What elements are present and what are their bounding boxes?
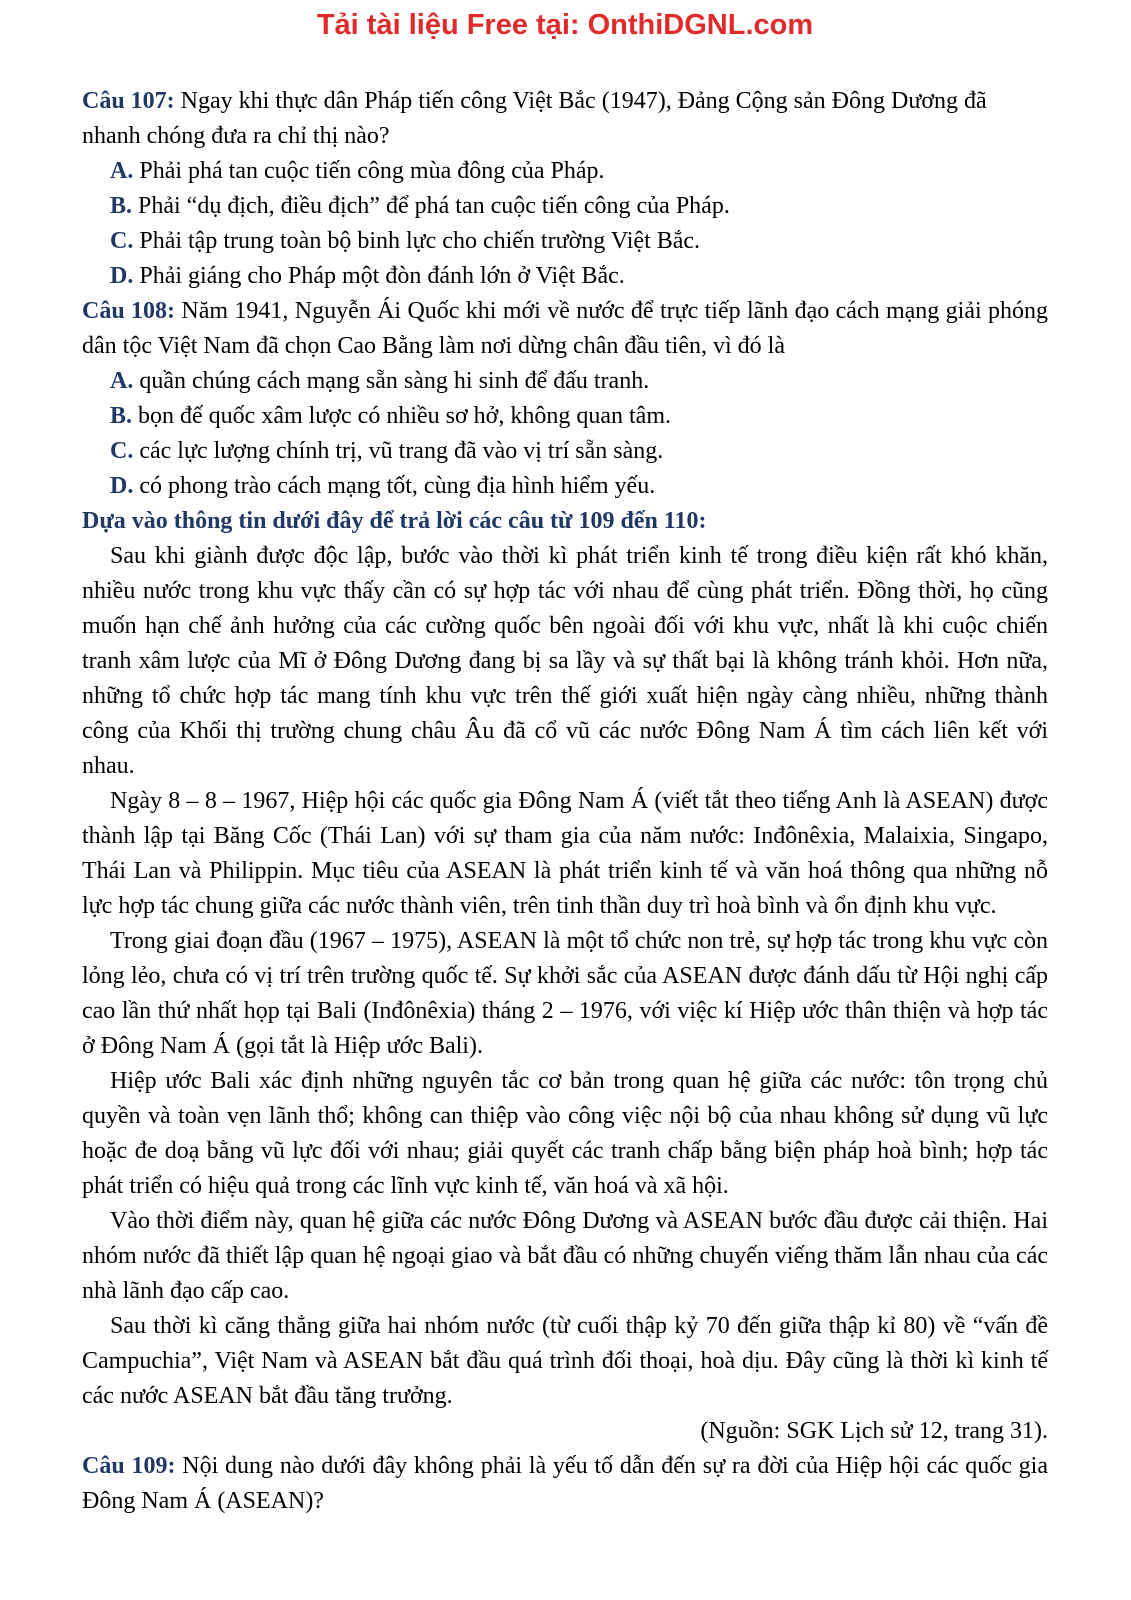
question-109 xyxy=(82,1449,1048,1519)
passage-paragraph: Sau khi giành được độc lập, bước vào thời kì phát triển kinh tế trong điều kiện rất khó khăn, nhiều nước trong khu vực thấy cần có sự hợp tác với nhau để cùng phát triển. Đồng thời, họ cũng muốn hạn chế ảnh hưởng của các cường quốc bên ngoài đối với khu vực, nhất là khi cuộc chiến tranh xâm lược của Mĩ ở Đông Dương đang bị sa lầy và sự thất bại là không tránh khỏi. Hơn nữa, những tổ chức hợp tác mang tính khu vực trên thế giới xuất hiện ngày càng nhiều, những thành công của Khối thị trường chung châu Âu đã cổ vũ các nước Đông Nam Á tìm cách liên kết với nhau. xyxy=(82,543,1048,779)
passage-paragraph: Sau thời kì căng thẳng giữa hai nhóm nước (từ cuối thập kỷ 70 đến giữa thập kỉ 80) về “vấn đề Campuchia”, Việt Nam và ASEAN bắt đầu quá trình đối thoại, hoà dịu. Đây cũng là thời kì kinh tế các nước ASEAN bắt đầu tăng trưởng. xyxy=(82,1313,1048,1409)
question-stem xyxy=(82,294,1048,364)
option-text: Phải phá tan cuộc tiến công mùa đông của Pháp. xyxy=(139,158,605,184)
option-text: Phải tập trung toàn bộ binh lực cho chiến trường Việt Bắc. xyxy=(139,228,701,254)
option-key: D. xyxy=(110,263,134,289)
option-key: C. xyxy=(110,228,134,254)
question-label: Câu 107: xyxy=(82,88,175,114)
answer-option xyxy=(82,189,1048,224)
passage-paragraph: Vào thời điểm này, quan hệ giữa các nước Đông Dương và ASEAN bước đầu được cải thiện. Hai nhóm nước đã thiết lập quan hệ ngoại giao và bắt đầu có những chuyến viếng thăm lẫn nhau của các nhà lãnh đạo cấp cao. xyxy=(82,1208,1048,1304)
option-text: các lực lượng chính trị, vũ trang đã vào vị trí sẵn sàng. xyxy=(139,438,664,464)
question-text: Nội dung nào dưới đây không phải là yếu tố dẫn đến sự ra đời của Hiệp hội các quốc gia Đông Nam Á (ASEAN)? xyxy=(82,1453,1049,1514)
option-text: bọn đế quốc xâm lược có nhiều sơ hở, không quan tâm. xyxy=(138,403,671,429)
answer-option xyxy=(82,154,1048,189)
question-107 xyxy=(82,84,1048,294)
answer-option xyxy=(82,259,1048,294)
passage-paragraph: Ngày 8 – 8 – 1967, Hiệp hội các quốc gia Đông Nam Á (viết tắt theo tiếng Anh là ASEAN) được thành lập tại Băng Cốc (Thái Lan) với sự tham gia của năm nước: Inđônêxia, Malaixia, Singapo, Thái Lan và Philippin. Mục tiêu của ASEAN là phát triển kinh tế và văn hoá thông qua những nỗ lực hợp tác chung giữa các nước thành viên, trên tinh thần duy trì hoà bình và ổn định khu vực. xyxy=(82,788,1048,919)
answer-option xyxy=(82,224,1048,259)
answer-option xyxy=(82,364,1048,399)
question-108 xyxy=(82,294,1048,504)
answer-option xyxy=(82,434,1048,469)
option-key: B. xyxy=(110,193,133,219)
question-stem xyxy=(82,84,1048,154)
question-label: Câu 108: xyxy=(82,298,176,324)
reading-passage xyxy=(82,504,1048,1449)
question-stem xyxy=(82,1449,1048,1519)
option-key: C. xyxy=(110,438,134,464)
question-text: Năm 1941, Nguyễn Ái Quốc khi mới về nước để trực tiếp lãnh đạo cách mạng giải phóng dân tộc Việt Nam đã chọn Cao Bằng làm nơi dừng chân đầu tiên, vì đó là xyxy=(82,298,1048,359)
source-citation: (Nguồn: SGK Lịch sử 12, trang 31). xyxy=(700,1418,1048,1444)
option-key: A. xyxy=(110,158,134,184)
question-label: Câu 109: xyxy=(82,1453,176,1479)
option-key: D. xyxy=(110,473,134,499)
option-key: A. xyxy=(110,368,134,394)
option-text: Phải “dụ địch, điều địch” để phá tan cuộc tiến công của Pháp. xyxy=(138,193,730,219)
question-text: Ngay khi thực dân Pháp tiến công Việt Bắc (1947), Đảng Cộng sản Đông Dương đã nhanh chóng đưa ra chỉ thị nào? xyxy=(82,88,987,149)
option-text: quần chúng cách mạng sẵn sàng hi sinh để đấu tranh. xyxy=(139,368,650,394)
passage-instruction: Dựa vào thông tin dưới đây để trả lời các câu từ 109 đến 110: xyxy=(82,508,707,534)
promo-banner: Tải tài liệu Free tại: OnthiDGNL.com xyxy=(316,9,814,41)
passage-paragraph: Hiệp ước Bali xác định những nguyên tắc cơ bản trong quan hệ giữa các nước: tôn trọng chủ quyền và toàn vẹn lãnh thổ; không can thiệp vào công việc nội bộ của nhau không sử dụng vũ lực hoặc đe doạ bằng vũ lực đối với nhau; giải quyết các tranh chấp bằng biện pháp hoà bình; hợp tác phát triển có hiệu quả trong các lĩnh vực kinh tế, văn hoá và xã hội. xyxy=(82,1068,1048,1199)
option-key: B. xyxy=(110,403,133,429)
option-text: có phong trào cách mạng tốt, cùng địa hình hiểm yếu. xyxy=(139,473,656,499)
answer-option xyxy=(82,469,1048,504)
option-text: Phải giáng cho Pháp một đòn đánh lớn ở Việt Bắc. xyxy=(139,263,625,289)
answer-option xyxy=(82,399,1048,434)
passage-paragraph: Trong giai đoạn đầu (1967 – 1975), ASEAN là một tổ chức non trẻ, sự hợp tác trong khu vực còn lỏng lẻo, chưa có vị trí trên trường quốc tế. Sự khởi sắc của ASEAN được đánh dấu từ Hội nghị cấp cao lần thứ nhất họp tại Bali (Inđônêxia) tháng 2 – 1976, với việc kí Hiệp ước thân thiện và hợp tác ở Đông Nam Á (gọi tắt là Hiệp ước Bali). xyxy=(82,928,1048,1059)
